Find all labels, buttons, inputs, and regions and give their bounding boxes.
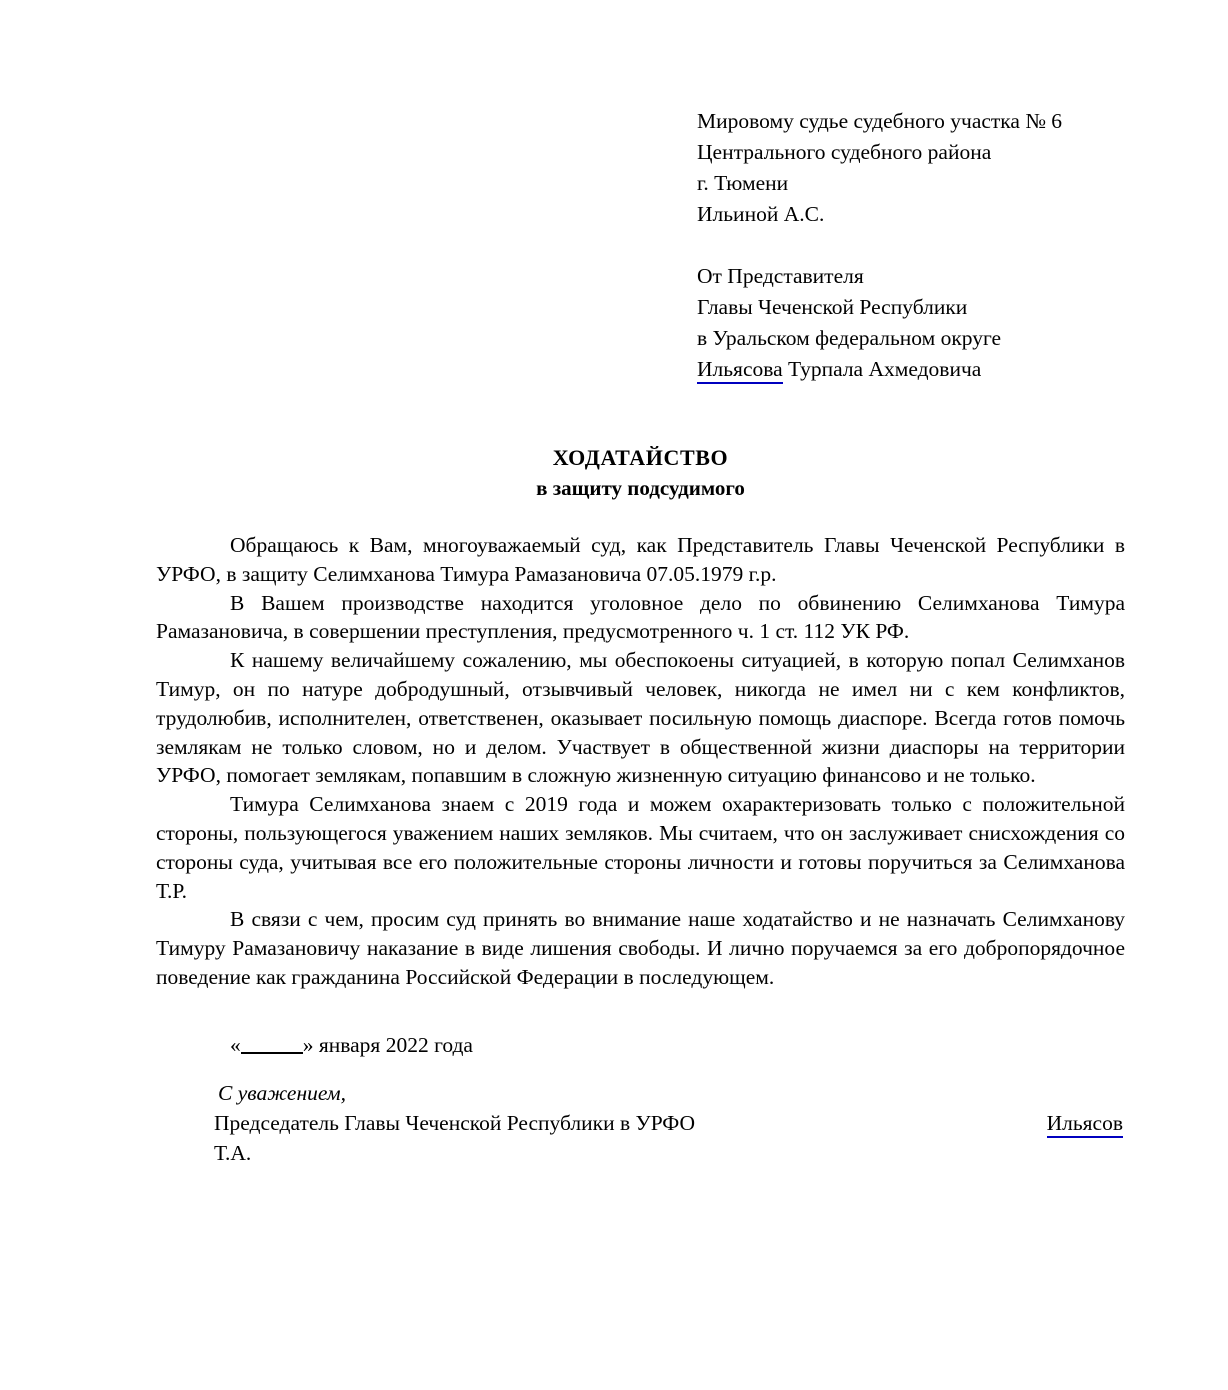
date-day-blank (241, 1052, 303, 1054)
addressee-district-line: Центрального судебного района (697, 140, 992, 164)
addressee-judge-line: Ильиной А.С. (697, 202, 825, 226)
signature-block (156, 1078, 1125, 1168)
body-paragraph-5: В связи с чем, просим суд принять во внимание наше ходатайство и не назначать Селимханову Тимуру Рамазановичу наказание в виде лишения свободы. И лично поручаемся за его добропорядочное поведение как гражданина Российской Федерации в последующем. (156, 907, 1125, 989)
addressee-city-line: г. Тюмени (697, 171, 789, 195)
addressee-block (697, 106, 1167, 385)
document-title: ХОДАТАЙСТВО (552, 445, 729, 470)
addressee-court-line: Мировому судье судебного участка № 6 (697, 109, 1062, 133)
sender-org-line: Главы Чеченской Республики (697, 295, 968, 319)
body-paragraph-3: К нашему величайшему сожалению, мы обеспокоены ситуацией, в которую попал Селимханов Тимур, он по натуре добродушный, отзывчивый человек, никогда не имел ни с кем конфликтов, трудолюбив, исполнителен, ответственен, оказывает посильную помощь диаспоре. Всегда готов помочь землякам не только словом, но и делом. Участвует в общественной жизни диаспоры на территории УРФО, помогает землякам, попавшим в сложную жизненную ситуацию финансово и не только. (156, 648, 1125, 788)
sender-name-line (697, 354, 1167, 385)
document-title-block (156, 443, 1125, 503)
sender-surname-underlined: Ильясова (697, 357, 783, 384)
date-month-year: января 2022 года (313, 1033, 473, 1057)
body-paragraph-1: Обращаюсь к Вам, многоуважаемый суд, как Представитель Главы Чеченской Республики в УРФО, в защиту Селимханова Тимура Рамазановича 07.05.1979 г.р. (156, 533, 1125, 586)
sender-name-rest: Турпала Ахмедовича (782, 357, 982, 381)
sender-region-line: в Уральском федеральном округе (697, 326, 1002, 350)
date-line (156, 1030, 1125, 1060)
signature-role: Председатель Главы Чеченской Республики в УРФО (214, 1111, 696, 1135)
signature-regards: С уважением, (218, 1081, 346, 1105)
signature-name (1047, 1108, 1125, 1138)
document-subtitle: в защиту подсудимого (536, 476, 745, 500)
sender-role-line: От Представителя (697, 264, 864, 288)
date-close-quote: » (302, 1033, 314, 1057)
addressee-spacer (697, 230, 1167, 261)
signature-surname-underlined: Ильясов (1047, 1111, 1123, 1138)
body-paragraph-2: В Вашем производстве находится уголовное дело по обвинению Селимханова Тимура Рамазановича, в совершении преступления, предусмотренного ч. 1 ст. 112 УК РФ. (156, 590, 1125, 644)
document-body (156, 531, 1125, 992)
body-paragraph-4: Тимура Селимханова знаем с 2019 года и можем охарактеризовать только с положительной стороны, пользующегося уважением наших земляков. Мы считаем, что он заслуживает снисхождения со стороны суда, учитывая все его положительные стороны личности и готовы поручиться за Селимханова Т.Р. (156, 792, 1125, 903)
signature-initials: Т.А. (214, 1141, 252, 1165)
signature-row (156, 1108, 1125, 1138)
date-open-quote: « (230, 1033, 241, 1057)
